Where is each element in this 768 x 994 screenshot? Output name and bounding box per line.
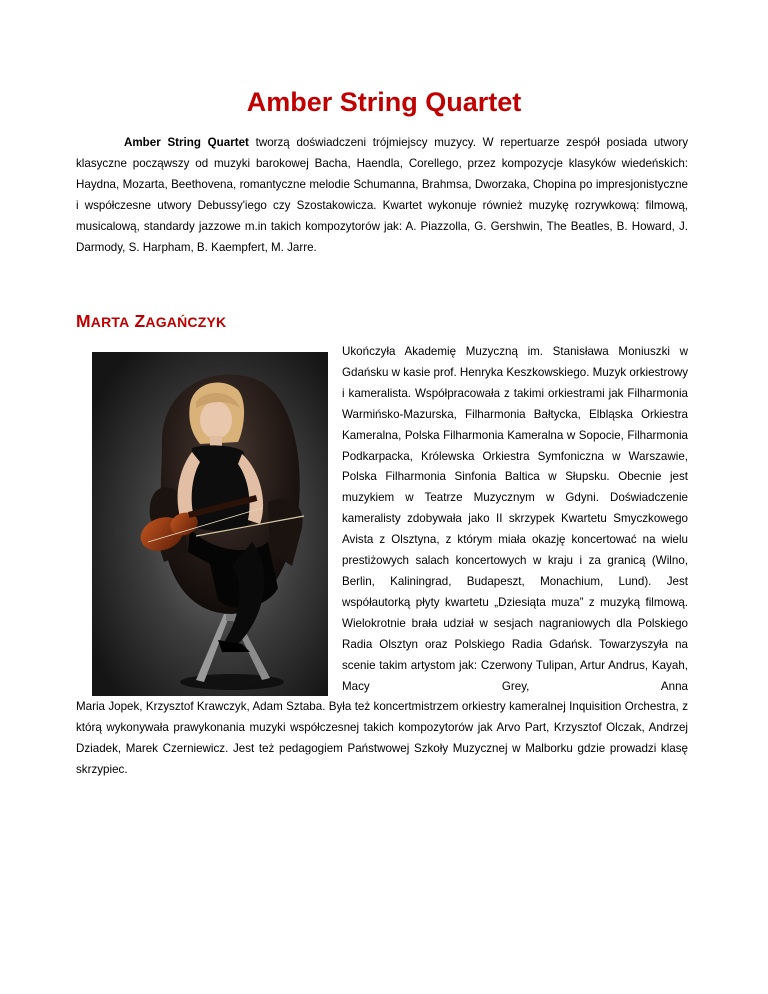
intro-bold-lead: Amber String Quartet — [124, 136, 249, 149]
bio-paragraph-beside-photo: Ukończyła Akademię Muzyczną im. Stanisława Moniuszki w Gdańsku w kasie prof. Henryka Keszkowskiego. Muzyk orkiestrowy i kameralista. Współpracowała z takimi orkiestrami jak Filharmonia Warmińsko-Mazurska, Filharmonia Bałtycka, Elbląska Orkiestra Kameralna, Polska Filharmonia Kameralna w Sopocie, Filharmonia Podkarpacka, Królewska Orkiestra Symfoniczna w Warszawie, Polska Filharmonia Sinfonia Baltica w Słupsku. Obecnie jest muzykiem w Teatrze Muzycznym w Gdyni. Doświadczenie kameralisty zdobywała jako II skrzypek Kwartetu Smyczkowego Avista z Olsztyna, z którym miała okazję koncertować na wielu prestiżowych salach koncertowych w kraju i za granicą (Wilno, Berlin, Kaliningrad, Budapeszt, Monachium, Lund). Jest współautorką płyty kwartetu „Dziesiąta muza” z muzyką filmową. Wielokrotnie brała udział w sesjach nagraniowych dla Polskiego Radia Olsztyn oraz Polskiego Radia Gdańsk. Towarzyszyła na scenie takim artystom jak: Czerwony Tulipan, Artur Andrus, Kayah, Macy Grey, Anna — [342, 345, 689, 693]
page-title — [0, 84, 768, 120]
heading-last-initial: Z — [134, 311, 146, 331]
heading-last-rest: AGAŃCZYK — [145, 314, 227, 330]
heading-first-rest: ARTA — [90, 314, 130, 330]
violinist-photo-illustration — [92, 352, 328, 696]
intro-paragraph — [76, 132, 688, 258]
intro-text: tworzą doświadczeni trójmiejscy muzycy. W repertuarze zespół posiada utwory klasyczne począwszy od muzyki barokowej Bacha, Haendla, Corellego, przez kompozycje klasyków wiedeńskich: Haydna, Mozarta, Beethovena, romantyczne melodie Schumanna, Brahmsa, Dworzaka, Chopina po impresjonistyczne i współczesne utwory Debussy'iego czy Szostakowicza. Kwartet wykonuje również muzykę rozrywkową: filmową, musicalową, standardy jazzowe m.in takich kompozytorów jak: A. Piazzolla, G. Gershwin, The Beatles, B. Howard, J. Darmody, S. Harpham, B. Kaempfert, M. Jarre. — [76, 136, 689, 254]
heading-first-initial: M — [76, 311, 91, 331]
violinist-photo — [92, 352, 328, 696]
bio-paragraph-full-width: Maria Jopek, Krzysztof Krawczyk, Adam Sztaba. Była też koncertmistrzem orkiestry kameralnej Inquisition Orchestra, z którą wykonywała prawykonania muzyki współczesnej takich kompozytorów jak Arvo Part, Krzysztof Olczak, Andrzej Dziadek, Marek Czerniewicz. Jest też pedagogiem Państwowej Szkoły Muzycznej w Malborku gdzie prowadzi klasę skrzypiec. — [76, 700, 688, 776]
page-title-text: Amber String Quartet — [246, 87, 522, 117]
section-heading — [76, 310, 226, 333]
